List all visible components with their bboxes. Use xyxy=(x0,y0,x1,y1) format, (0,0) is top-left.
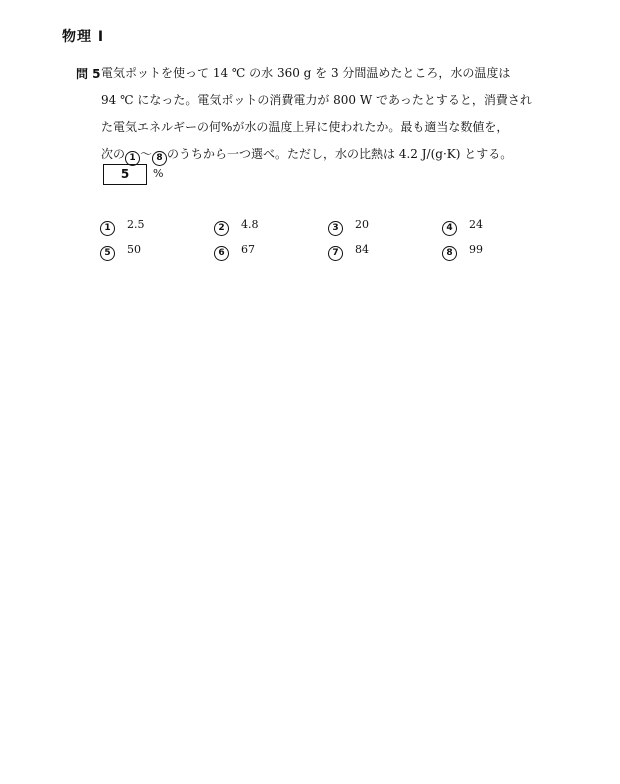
choice-6[interactable] xyxy=(214,242,255,261)
choice-number: 1 xyxy=(100,221,115,236)
choice-1[interactable] xyxy=(100,217,145,236)
line-4-suffix: のうちから一つ選べ。ただし，水の比熱は 4.2 J/(g·K) とする。 xyxy=(167,147,513,161)
range-separator: ～ xyxy=(140,147,153,161)
choice-value: 84 xyxy=(355,243,369,256)
question-line-4 xyxy=(101,146,512,166)
choice-4[interactable] xyxy=(442,217,483,236)
choice-value: 67 xyxy=(241,243,255,256)
choice-5[interactable] xyxy=(100,242,141,261)
question-line-1: 電気ポットを使って 14 ℃ の水 360 g を 3 分間温めたところ，水の温度は xyxy=(101,66,511,80)
choice-value: 20 xyxy=(355,218,369,231)
choice-value: 2.5 xyxy=(127,218,145,231)
choice-value: 50 xyxy=(127,243,141,256)
choice-number: 2 xyxy=(214,221,229,236)
choice-number: 6 xyxy=(214,246,229,261)
range-start-number: 1 xyxy=(125,151,140,166)
line-4-prefix: 次の xyxy=(101,147,126,161)
choice-number: 5 xyxy=(100,246,115,261)
choice-number: 3 xyxy=(328,221,343,236)
choice-number: 4 xyxy=(442,221,457,236)
choice-7[interactable] xyxy=(328,242,369,261)
answer-unit: % xyxy=(153,167,164,180)
choice-value: 4.8 xyxy=(241,218,259,231)
choice-number: 8 xyxy=(442,246,457,261)
choice-value: 24 xyxy=(469,218,483,231)
choice-number: 7 xyxy=(328,246,343,261)
question-line-3: た電気エネルギーの何%が水の温度上昇に使われたか。最も適当な数値を， xyxy=(101,120,509,134)
question-line-2: 94 ℃ になった。電気ポットの消費電力が 800 W であったとすると，消費され xyxy=(101,93,532,107)
subject-title: 物理 I xyxy=(62,29,105,45)
choice-2[interactable] xyxy=(214,217,259,236)
choice-3[interactable] xyxy=(328,217,369,236)
question-number: 問 5 xyxy=(76,67,101,81)
choice-value: 99 xyxy=(469,243,483,256)
answer-box[interactable]: 5 xyxy=(103,164,147,185)
range-end-number: 8 xyxy=(152,151,167,166)
choice-8[interactable] xyxy=(442,242,483,261)
